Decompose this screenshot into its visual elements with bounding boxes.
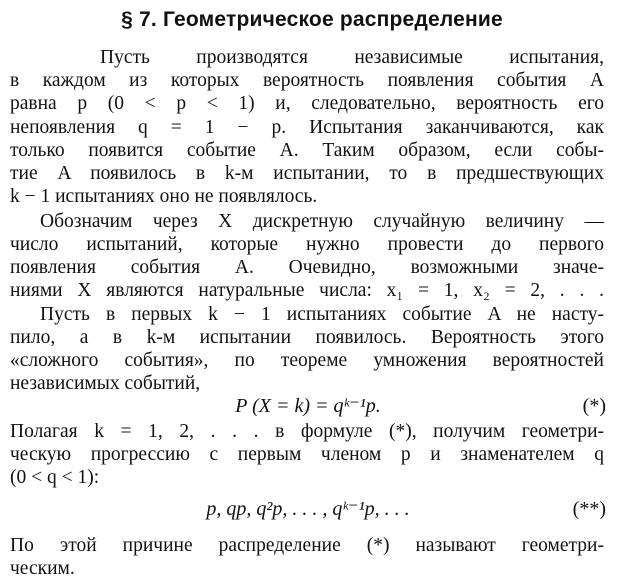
text-line: пило, а в k-м испытании появилось. Вероятность этого xyxy=(10,327,604,348)
text-line: Полагая k = 1, 2, . . . в формуле (*), получим геометри- xyxy=(10,421,604,442)
formula: P (X = k) = qᵏ⁻¹p. xyxy=(235,395,381,417)
text-line: ниями X являются натуральные числа: x₁ = 1, x₂ = 2, . . . xyxy=(10,280,604,301)
text-line: Пусть производятся независимые испытания, xyxy=(100,47,604,68)
text-line: тие A появилось в k-м испытании, то в предшествующих xyxy=(10,163,604,184)
text-line: равна p (0 < p < 1) и, следовательно, вероятность его xyxy=(10,93,604,114)
text-line: появления события A. Очевидно, возможными значе- xyxy=(10,257,604,278)
text-line: только появится событие A. Таким образом, если собы- xyxy=(10,140,604,161)
formula-number: (*) xyxy=(582,395,606,417)
section-heading: § 7. Геометрическое распределение xyxy=(121,8,503,31)
text-line: «сложного события», по теореме умножения вероятностей xyxy=(10,350,604,371)
text-line: число испытаний, которые нужно провести до первого xyxy=(10,234,604,255)
text-line: непоявления q = 1 − p. Испытания заканчиваются, как xyxy=(10,117,604,138)
text-line: независимых событий, xyxy=(10,373,201,394)
text-line: ческую прогрессию с первым членом p и знаменателем q xyxy=(10,444,604,465)
formula: p, qp, q²p, . . . , qᵏ⁻¹p, . . . xyxy=(206,498,410,520)
text-line: Обозначим через X дискретную случайную величину — xyxy=(40,211,604,232)
formula-number: (**) xyxy=(572,498,606,520)
text-line: (0 < q < 1): xyxy=(10,467,100,488)
text-line: Пусть в первых k − 1 испытаниях событие A не насту- xyxy=(40,304,604,325)
text-line: k − 1 испытаниях оно не появлялось. xyxy=(10,186,318,207)
text-line: ческим. xyxy=(10,558,75,579)
text-line: в каждом из которых вероятность появления события A xyxy=(10,70,604,91)
text-line: По этой причине распределение (*) называют геометри- xyxy=(10,535,604,556)
